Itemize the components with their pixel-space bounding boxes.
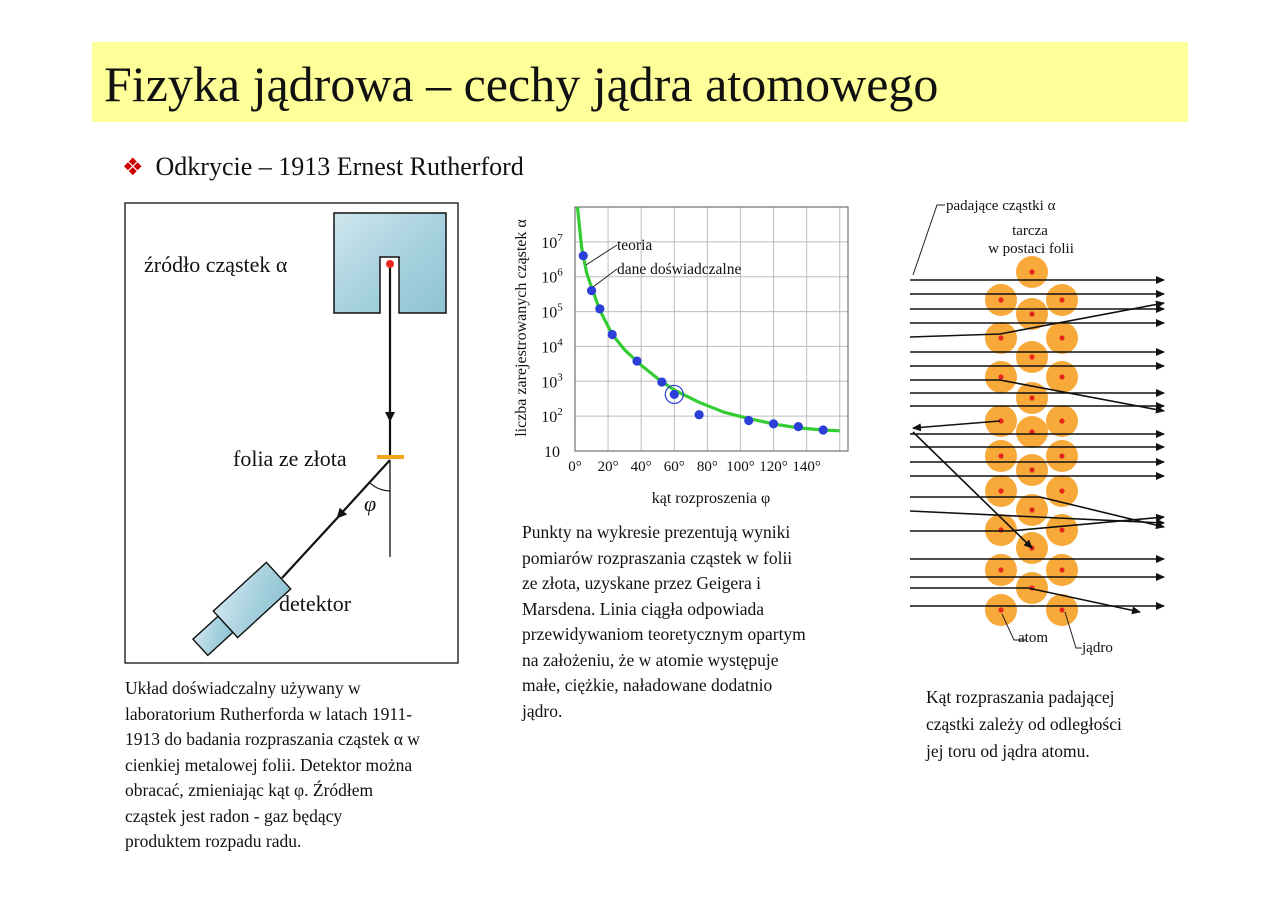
x-tick-label: 120° [759,459,788,475]
caption-line: obracać, zmieniając kąt φ. Źródłem [125,780,374,800]
nucleus [998,488,1003,493]
incident-label-pointer [913,205,945,275]
atoms-layer [985,256,1078,626]
nucleus [1059,418,1064,423]
legend-theory-label: teoria [617,237,653,254]
atom-label: atom [1018,630,1048,646]
y-tick-label: $10^6$ [541,266,563,287]
angle-phi-label: φ [364,491,377,516]
y-tick-label: $10^2$ [541,406,563,427]
nucleus [1059,453,1064,458]
nucleus [998,567,1003,572]
nucleus [1059,488,1064,493]
y-axis-label: liczba zarejestrowanych cząstek α [513,219,530,437]
nucleus [1029,507,1034,512]
nucleus [998,297,1003,302]
diamond-cluster-icon: ❖ [122,153,144,181]
caption-line: 1913 do badania rozpraszania cząstek α w [125,729,420,749]
scattering-caption [926,684,1122,765]
nucleus [998,453,1003,458]
y-tick-label: $10^3$ [541,371,563,392]
scattering-caption-line: cząstki zależy od odległości [926,714,1122,734]
scattering-caption-line: jej toru od jądra atomu. [926,741,1090,761]
nucleus [998,335,1003,340]
caption-line: cienkiej metalowej folii. Detektor można [125,754,413,775]
nucleus [1059,374,1064,379]
nucleus [1029,311,1034,316]
nucleus [1059,527,1064,532]
nucleus [1059,335,1064,340]
x-tick-label: 80° [696,459,718,475]
nucleus-label: jądro [1082,640,1113,656]
y-tick-label: $10^5$ [541,301,563,322]
slide-title: Fizyka jądrowa – cechy jądra atomowego [104,56,939,112]
scattering-caption-line: Kąt rozpraszania padającej [926,687,1115,707]
source-label: źródło cząstek α [144,252,288,277]
description-line: Marsdena. Linia ciągła odpowiada [522,598,764,619]
target-label-line2: w postaci folii [988,241,1074,257]
target-label-line1: tarcza [1012,223,1048,239]
y-tick-label: 10 [544,444,560,461]
description-line: przewidywaniom teoretycznym opartym [522,624,806,644]
description-line: ze złota, uzyskane przez Geigera i [522,573,762,593]
x-tick-label: 140° [792,459,821,475]
x-tick-label: 60° [663,459,685,475]
description-line: jądro. [522,700,563,721]
x-tick-label: 100° [726,459,755,475]
description-line: Punkty na wykresie prezentują wyniki [522,522,791,542]
nucleus [998,527,1003,532]
nucleus [1029,354,1034,359]
legend-data-label: dane doświadczalne [617,261,742,278]
nucleus [998,607,1003,612]
nucleus [1059,297,1064,302]
nucleus [998,374,1003,379]
caption-line: cząstek jest radon - gaz będący [125,805,343,826]
bullet-text: Odkrycie – 1913 Ernest Rutherford [155,152,524,181]
y-tick-label: $10^4$ [541,336,563,357]
x-tick-label: 20° [597,459,619,475]
nucleus [1059,607,1064,612]
x-axis-label: kąt rozproszenia φ [651,490,771,507]
detector-label: detektor [279,591,352,616]
caption-line: laboratorium Rutherforda w latach 1911- [125,703,413,724]
incident-label: padające cząstki α [946,198,1056,214]
nucleus [1029,269,1034,274]
nucleus [1059,567,1064,572]
nucleus [1029,467,1034,472]
description-line: na założeniu, że w atomie występuje [522,649,779,670]
caption-line: Układ doświadczalny używany w [125,678,361,698]
caption-line: produktem rozpadu radu. [125,831,302,851]
description-line: pomiarów rozpraszania cząstek w folii [522,547,793,568]
description-line: małe, ciężkie, naładowane dodatnio [522,675,773,695]
x-tick-label: 0° [568,459,582,475]
nucleus [1029,395,1034,400]
y-tick-label: $10^7$ [541,231,563,252]
foil-label: folia ze złota [233,446,347,471]
x-tick-label: 40° [630,459,652,475]
